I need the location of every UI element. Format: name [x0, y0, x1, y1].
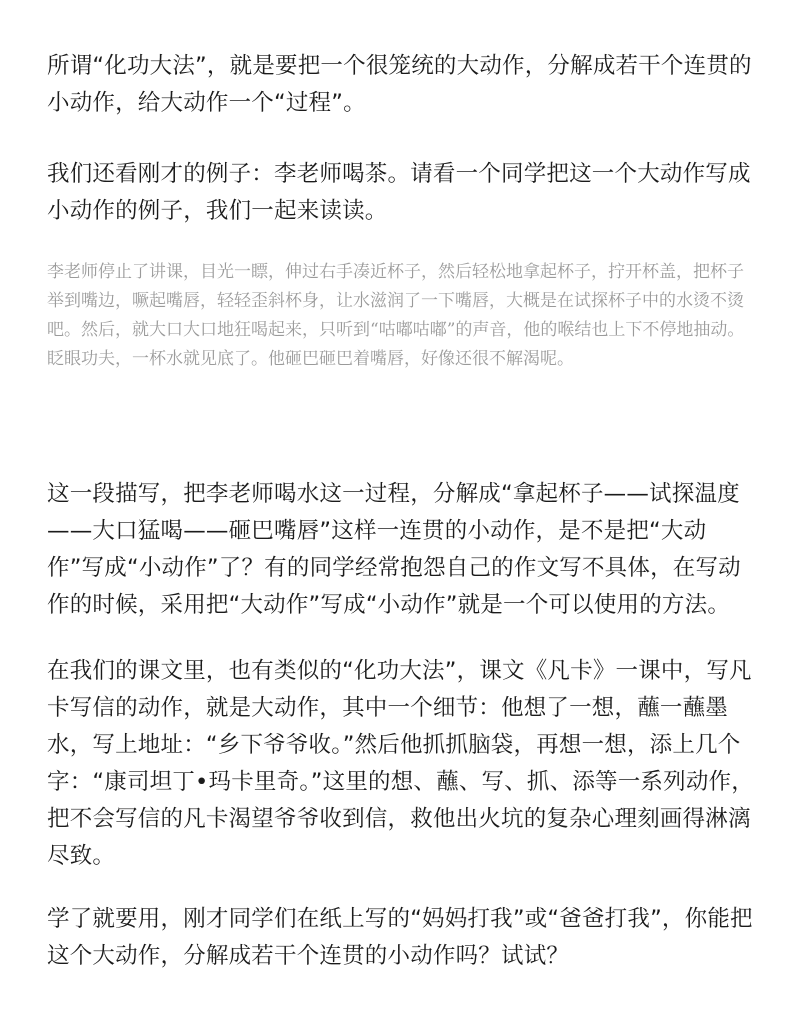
analysis-paragraph: 这一段描写，把李老师喝水这一过程，分解成“拿起杯子——试探温度——大口猛喝——砸巴嘴唇”这样一连贯的小动作，是不是把“大动作”写成“小动作”了？有的同学经常抱怨自己的作文写不具体，在写动作的时候，采用把“大动作”写成“小动作”就是一个可以使用的方法。 — [47, 481, 741, 618]
textbook-example-paragraph: 在我们的课文里，也有类似的“化功大法”，课文《凡卡》一课中，写凡卡写信的动作，就是大动作，其中一个细节：他想了一想，蘸一蘸墨水，写上地址：“乡下爷爷收。”然后他抓抓脑袋，再想一想，添上几个字：“康司坦丁•玛卡里奇。”这里的想、蘸、写、抓、添等一系列动作，把不会写信的凡卡渴望爷爷收到信，救他出火坑的复杂心理刻画得淋漓尽致。 — [47, 658, 754, 869]
example-quote: 李老师停止了讲课，目光一瞟，伸过右手凑近杯子，然后轻松地拿起杯子，拧开杯盖，把杯子举到嘴边，噘起嘴唇，轻轻歪斜杯身，让水滋润了一下嘴唇，大概是在试探杯子中的水烫不烫吧。然后，就大口大口地狂喝起来，只听到“咕嘟咕嘟”的声音，他的喉结也上下不停地抽动。眨眼功夫，一杯水就见底了。他砸巴砸巴着嘴唇，好像还很不解渴呢。 — [47, 262, 745, 369]
exercise-paragraph: 学了就要用，刚才同学们在纸上写的“妈妈打我”或“爸爸打我”，你能把这个大动作，分解成若干个连贯的小动作吗？试试？ — [47, 906, 753, 969]
intro-paragraph: 所谓“化功大法”，就是要把一个很笼统的大动作，分解成若干个连贯的小动作，给大动作一个“过程”。 — [47, 53, 752, 116]
example-intro-paragraph: 我们还看刚才的例子：李老师喝茶。请看一个同学把这一个大动作写成小动作的例子，我们一起来读读。 — [47, 161, 751, 224]
